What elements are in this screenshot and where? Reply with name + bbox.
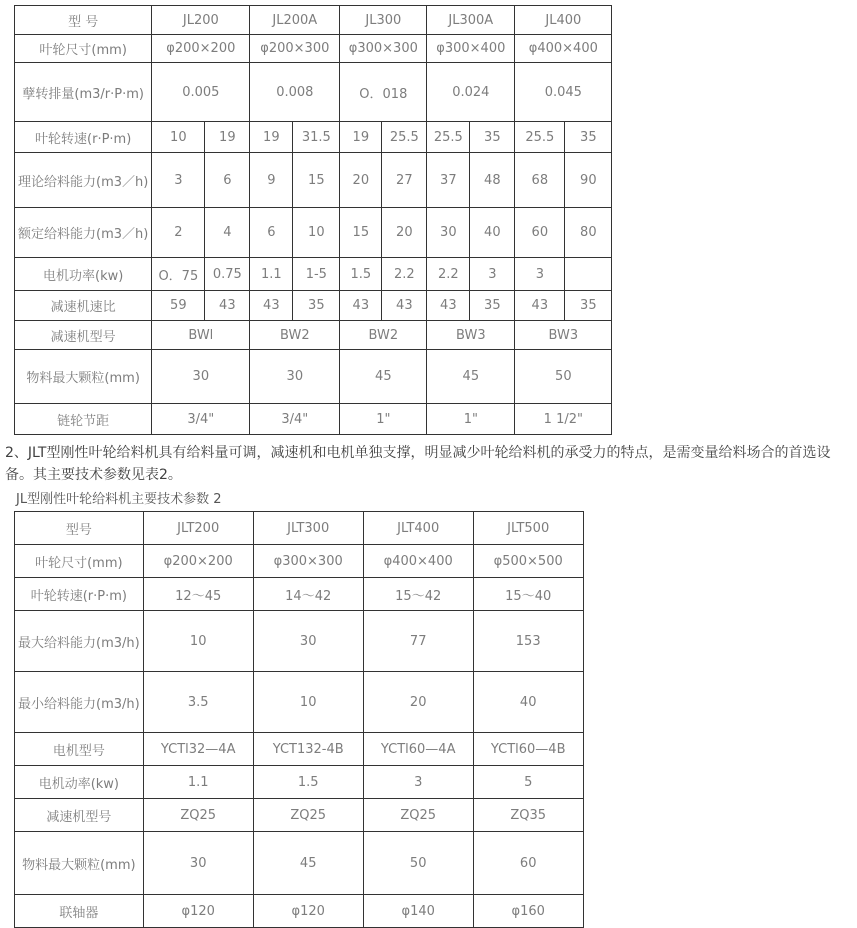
cell-value: 30 [250,350,340,404]
cell-value: 60 [515,208,565,258]
cell-value: 20 [363,672,473,733]
cell-value: 10 [152,122,205,153]
cell-value: JL200A [250,6,340,35]
cell-value: 68 [515,153,565,208]
table-row [15,291,612,321]
cell-value: 0.024 [427,63,515,122]
jlt-series-description: 2、JLT型刚性叶轮给料机具有给料量可调，减速机和电机单独支撑，明显减少叶轮给料机的承受力的特点，是需变量给料场合的首选设备。其主要技术参数见表2。 [5,445,831,483]
table-row [15,321,612,350]
row-label: 叶轮转速(r·P·m) [15,578,144,611]
cell-value: φ120 [143,895,253,928]
table-row [15,258,612,291]
cell-value: 43 [515,291,565,321]
jl-series-spec-table-body [15,6,612,435]
cell-value: 43 [427,291,470,321]
cell-value: YCTl60—4B [473,733,583,766]
table-row [15,404,612,435]
cell-value: JL300 [340,6,427,35]
cell-value: 30 [143,832,253,895]
cell-value: 14～42 [253,578,363,611]
cell-value: 3 [515,258,565,291]
table2-caption: JL型刚性叶轮给料机主要技术参数 2 [16,492,222,507]
cell-value: 153 [473,611,583,672]
cell-value: YCT132-4B [253,733,363,766]
cell-value: 4 [205,208,250,258]
cell-value: ZQ35 [473,799,583,832]
row-label: 联轴器 [15,895,144,928]
cell-value: 80 [565,208,612,258]
cell-value: 43 [205,291,250,321]
cell-value: 10 [293,208,340,258]
row-label: 物料最大颗粒(mm) [15,350,152,404]
cell-value: JLT200 [143,512,253,545]
row-label: 理论给料能力(m3／h) [15,153,152,208]
cell-value: 2.2 [382,258,427,291]
cell-value: 25.5 [515,122,565,153]
table-row [15,6,612,35]
cell-value: JL300A [427,6,515,35]
cell-value: 77 [363,611,473,672]
cell-value: φ140 [363,895,473,928]
cell-value: 19 [250,122,293,153]
cell-value: φ120 [253,895,363,928]
row-label: 最大给料能力(m3/h) [15,611,144,672]
cell-value: JLT500 [473,512,583,545]
cell-value: 43 [382,291,427,321]
row-label: 减速机型号 [15,321,152,350]
row-label: 型 号 [15,6,152,35]
cell-value: BW2 [340,321,427,350]
cell-value: 15 [340,208,382,258]
cell-value: YCTl60—4A [363,733,473,766]
cell-value: 40 [473,672,583,733]
row-label: 电机动率(kw) [15,766,144,799]
cell-value: 3 [152,153,205,208]
cell-value: 15～40 [473,578,583,611]
cell-value: 3/4" [152,404,250,435]
cell-value: 3/4" [250,404,340,435]
row-label: 叶轮尺寸(mm) [15,35,152,63]
cell-value: 25.5 [382,122,427,153]
cell-value: 3 [470,258,515,291]
cell-value: 59 [152,291,205,321]
cell-value: 35 [565,122,612,153]
cell-value: 6 [205,153,250,208]
table-row [15,35,612,63]
cell-value: BW3 [427,321,515,350]
cell-value: 60 [473,832,583,895]
cell-value: φ300×400 [427,35,515,63]
row-label: 减速机速比 [15,291,152,321]
cell-value: 30 [152,350,250,404]
row-label: 叶轮尺寸(mm) [15,545,144,578]
cell-value: ZQ25 [143,799,253,832]
cell-value: 48 [470,153,515,208]
cell-value: 10 [253,672,363,733]
cell-value: 30 [253,611,363,672]
cell-value: φ160 [473,895,583,928]
cell-value: 2.2 [427,258,470,291]
jlt-series-spec-table-body [15,512,584,928]
row-label: 电机功率(kw) [15,258,152,291]
cell-value: JL400 [515,6,612,35]
cell-value: 19 [205,122,250,153]
table-row [15,895,584,928]
cell-value: φ300×300 [253,545,363,578]
jl-series-spec-table [14,5,612,435]
cell-value: 45 [427,350,515,404]
row-label: 型号 [15,512,144,545]
cell-value: 15 [293,153,340,208]
table-row [15,766,584,799]
cell-value: 40 [470,208,515,258]
cell-value: φ200×200 [143,545,253,578]
cell-value: 2 [152,208,205,258]
cell-value: φ300×300 [340,35,427,63]
table-row [15,153,612,208]
cell-value: O．75 [152,258,205,291]
cell-value: 27 [382,153,427,208]
cell-value: 1.5 [253,766,363,799]
table-row [15,512,584,545]
cell-value: BW3 [515,321,612,350]
table-row [15,578,584,611]
table-row [15,350,612,404]
cell-value: φ200×200 [152,35,250,63]
cell-value: 9 [250,153,293,208]
cell-value: 35 [565,291,612,321]
cell-value: 12～45 [143,578,253,611]
cell-value: JLT400 [363,512,473,545]
cell-value: 1" [340,404,427,435]
cell-value: 90 [565,153,612,208]
cell-value: 1.1 [250,258,293,291]
cell-value: 6 [250,208,293,258]
cell-value: 0.005 [152,63,250,122]
cell-value: 5 [473,766,583,799]
table-row [15,611,584,672]
cell-value: 50 [363,832,473,895]
cell-value: 43 [250,291,293,321]
cell-value: 20 [382,208,427,258]
row-label: 叶轮转速(r·P·m) [15,122,152,153]
cell-value: φ200×300 [250,35,340,63]
cell-value: ZQ25 [253,799,363,832]
cell-value: 3.5 [143,672,253,733]
row-label: 额定给料能力(m3／h) [15,208,152,258]
row-label: 电机型号 [15,733,144,766]
cell-value: 45 [340,350,427,404]
cell-value: 1.1 [143,766,253,799]
cell-value: 35 [293,291,340,321]
cell-value: 10 [143,611,253,672]
table-row [15,122,612,153]
cell-value: 0.045 [515,63,612,122]
cell-value: BWl [152,321,250,350]
row-label: 减速机型号 [15,799,144,832]
table-row [15,63,612,122]
table-row [15,545,584,578]
cell-value: 43 [340,291,382,321]
cell-value: 0.75 [205,258,250,291]
cell-value: BW2 [250,321,340,350]
row-label: 物料最大颗粒(mm) [15,832,144,895]
cell-value: 37 [427,153,470,208]
table-row [15,832,584,895]
cell-value: 1-5 [293,258,340,291]
cell-value: 19 [340,122,382,153]
cell-value: 1.5 [340,258,382,291]
cell-value: 0.008 [250,63,340,122]
cell-value: 30 [427,208,470,258]
cell-value: 3 [363,766,473,799]
table-row [15,208,612,258]
cell-value: 35 [470,291,515,321]
cell-value: 1" [427,404,515,435]
table-row [15,733,584,766]
row-label: 孽转排量(m3/r·P·m) [15,63,152,122]
cell-value: φ500×500 [473,545,583,578]
jlt-series-spec-table [14,511,584,928]
cell-value: 45 [253,832,363,895]
cell-value: O．018 [340,63,427,122]
cell-value: 31.5 [293,122,340,153]
cell-value: φ400×400 [515,35,612,63]
cell-value: 20 [340,153,382,208]
cell-value: ZQ25 [363,799,473,832]
cell-value: φ400×400 [363,545,473,578]
table-row [15,799,584,832]
row-label: 最小给料能力(m3/h) [15,672,144,733]
cell-value: 1 1/2" [515,404,612,435]
cell-value: 15～42 [363,578,473,611]
cell-value: 25.5 [427,122,470,153]
row-label: 链轮节距 [15,404,152,435]
table-row [15,672,584,733]
cell-value: JL200 [152,6,250,35]
cell-value: JLT300 [253,512,363,545]
cell-value: YCTl32—4A [143,733,253,766]
cell-value: 50 [515,350,612,404]
cell-value: 35 [470,122,515,153]
cell-value [565,258,612,291]
